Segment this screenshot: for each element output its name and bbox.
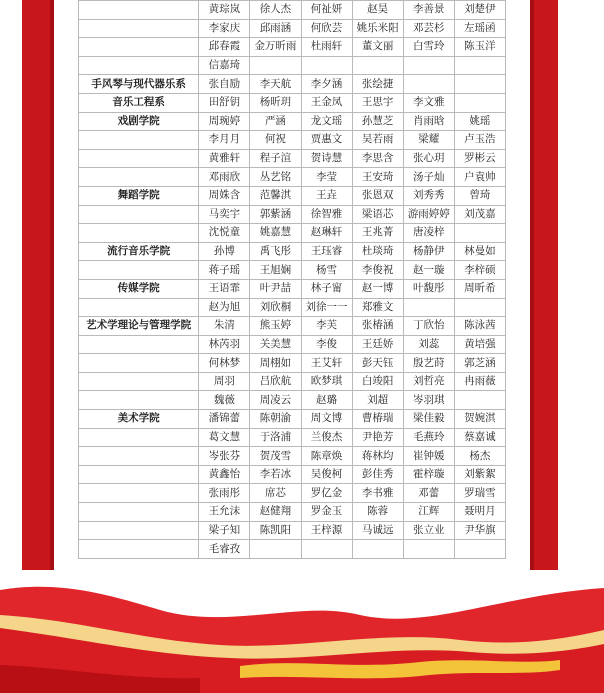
name-cell: 杜雨轩 — [301, 38, 352, 57]
name-cell: 郭芝涵 — [454, 354, 505, 373]
name-cell: 曾琦 — [454, 186, 505, 205]
name-cell: 张恩双 — [352, 186, 403, 205]
name-cell: 吕欣航 — [250, 372, 301, 391]
name-cell: 杨昕玥 — [250, 93, 301, 112]
name-cell: 周羽 — [199, 372, 250, 391]
name-cell: 彭天钰 — [352, 354, 403, 373]
name-cell: 郑雅文 — [352, 298, 403, 317]
name-cell: 梁语芯 — [352, 205, 403, 224]
name-cell: 贺诗慧 — [301, 149, 352, 168]
table-row — [79, 540, 506, 559]
name-cell: 叶馥彤 — [403, 279, 454, 298]
name-cell: 朱清 — [199, 317, 250, 336]
name-cell: 沈悦童 — [199, 224, 250, 243]
name-cell — [301, 56, 352, 75]
table-row — [79, 354, 506, 373]
name-cell: 卢玉浩 — [454, 131, 505, 150]
college-cell — [79, 465, 199, 484]
name-cell: 王兆菁 — [352, 224, 403, 243]
college-cell — [79, 261, 199, 280]
name-cell: 蒋子瑶 — [199, 261, 250, 280]
name-cell: 殷艺莳 — [403, 354, 454, 373]
name-cell: 王旭娴 — [250, 261, 301, 280]
name-cell: 崔钟媛 — [403, 447, 454, 466]
name-cell: 白雪玲 — [403, 38, 454, 57]
table-row — [79, 19, 506, 38]
table-row — [79, 261, 506, 280]
name-cell: 刘紫絮 — [454, 465, 505, 484]
name-cell: 王金凤 — [301, 93, 352, 112]
name-cell: 张心玥 — [403, 149, 454, 168]
name-cell: 姚嘉慧 — [250, 224, 301, 243]
name-cell: 吴俊柯 — [301, 465, 352, 484]
name-cell — [454, 391, 505, 410]
name-cell: 罗瑞雪 — [454, 484, 505, 503]
name-cell: 刘秀秀 — [403, 186, 454, 205]
roster-table-body — [79, 1, 506, 559]
name-cell: 李天航 — [250, 75, 301, 94]
name-cell: 尹华旗 — [454, 521, 505, 540]
name-cell: 蒋林均 — [352, 447, 403, 466]
table-row — [79, 372, 506, 391]
name-cell: 丛艺铭 — [250, 168, 301, 187]
name-cell: 刘蕊 — [403, 335, 454, 354]
name-cell: 赵健翔 — [250, 503, 301, 522]
college-cell — [79, 428, 199, 447]
name-cell: 黄雅轩 — [199, 149, 250, 168]
name-cell: 汤子灿 — [403, 168, 454, 187]
table-row — [79, 56, 506, 75]
college-cell: 传媒学院 — [79, 279, 199, 298]
name-cell: 关美慧 — [250, 335, 301, 354]
name-cell: 唐凌梓 — [403, 224, 454, 243]
name-cell: 尹艳芳 — [352, 428, 403, 447]
name-cell: 王允沫 — [199, 503, 250, 522]
name-cell: 杨雪 — [301, 261, 352, 280]
college-cell — [79, 335, 199, 354]
name-cell: 徐智雅 — [301, 205, 352, 224]
table-row — [79, 75, 506, 94]
roster-table — [78, 0, 506, 559]
table-row — [79, 465, 506, 484]
name-cell: 刘欣桐 — [250, 298, 301, 317]
name-cell: 周凌云 — [250, 391, 301, 410]
college-cell — [79, 1, 199, 20]
table-row — [79, 447, 506, 466]
name-cell: 姚瑶 — [454, 112, 505, 131]
table-row — [79, 279, 506, 298]
name-cell: 李家庆 — [199, 19, 250, 38]
name-cell: 何林梦 — [199, 354, 250, 373]
name-cell: 张雨彤 — [199, 484, 250, 503]
table-row — [79, 131, 506, 150]
name-cell: 熊玉婷 — [250, 317, 301, 336]
name-cell: 王珏睿 — [301, 242, 352, 261]
name-cell: 周琬婷 — [199, 112, 250, 131]
name-cell: 吴若雨 — [352, 131, 403, 150]
name-cell — [403, 540, 454, 559]
table-row — [79, 317, 506, 336]
table-row — [79, 149, 506, 168]
name-cell: 孙慧芝 — [352, 112, 403, 131]
college-cell: 音乐工程系 — [79, 93, 199, 112]
name-cell: 徐人杰 — [250, 1, 301, 20]
name-cell: 陈玉洋 — [454, 38, 505, 57]
name-cell: 严涵 — [250, 112, 301, 131]
name-cell: 魏薇 — [199, 391, 250, 410]
name-cell: 田舒钥 — [199, 93, 250, 112]
name-cell: 贾惠文 — [301, 131, 352, 150]
college-cell — [79, 149, 199, 168]
name-cell — [454, 224, 505, 243]
name-cell: 陈凯阳 — [250, 521, 301, 540]
name-cell: 梁耀 — [403, 131, 454, 150]
college-cell — [79, 391, 199, 410]
table-row — [79, 224, 506, 243]
name-cell: 邓雨欣 — [199, 168, 250, 187]
name-cell: 李思含 — [352, 149, 403, 168]
name-cell: 潘锦蕾 — [199, 410, 250, 429]
name-cell: 李文雅 — [403, 93, 454, 112]
name-cell: 李书雅 — [352, 484, 403, 503]
table-row — [79, 521, 506, 540]
college-cell — [79, 354, 199, 373]
table-row — [79, 298, 506, 317]
name-cell: 张绘捷 — [352, 75, 403, 94]
college-cell — [79, 38, 199, 57]
college-cell — [79, 447, 199, 466]
name-cell: 罗亿金 — [301, 484, 352, 503]
name-cell: 白竣阳 — [352, 372, 403, 391]
name-cell: 游雨婷婷 — [403, 205, 454, 224]
name-cell: 周昕希 — [454, 279, 505, 298]
college-cell — [79, 540, 199, 559]
table-row — [79, 93, 506, 112]
name-cell: 王语霏 — [199, 279, 250, 298]
name-cell — [403, 56, 454, 75]
name-cell: 欧梦琪 — [301, 372, 352, 391]
name-cell: 范馨淇 — [250, 186, 301, 205]
name-cell: 邓芸杉 — [403, 19, 454, 38]
college-cell — [79, 298, 199, 317]
name-cell: 林子甯 — [301, 279, 352, 298]
name-cell: 王垚 — [301, 186, 352, 205]
name-cell — [301, 540, 352, 559]
name-cell: 霍梓璇 — [403, 465, 454, 484]
college-cell: 艺术学理论与管理学院 — [79, 317, 199, 336]
name-cell: 何祝 — [250, 131, 301, 150]
name-cell: 蔡嘉诚 — [454, 428, 505, 447]
name-cell: 赵璐 — [301, 391, 352, 410]
name-cell: 杜琰琦 — [352, 242, 403, 261]
college-cell: 戏剧学院 — [79, 112, 199, 131]
name-cell: 岑羽琪 — [403, 391, 454, 410]
college-cell: 手风琴与现代器乐系 — [79, 75, 199, 94]
name-cell: 刘超 — [352, 391, 403, 410]
name-cell: 贺婉淇 — [454, 410, 505, 429]
name-cell: 林曼如 — [454, 242, 505, 261]
college-cell — [79, 224, 199, 243]
name-cell: 李俊祝 — [352, 261, 403, 280]
name-cell: 邓蕾 — [403, 484, 454, 503]
name-cell: 贺茂雪 — [250, 447, 301, 466]
college-cell: 美术学院 — [79, 410, 199, 429]
name-cell: 刘茂嘉 — [454, 205, 505, 224]
table-row — [79, 1, 506, 20]
name-cell: 罗金玉 — [301, 503, 352, 522]
name-cell — [352, 56, 403, 75]
name-cell — [250, 56, 301, 75]
name-cell: 彭佳秀 — [352, 465, 403, 484]
name-cell: 周文博 — [301, 410, 352, 429]
name-cell: 李夕涵 — [301, 75, 352, 94]
table-row — [79, 335, 506, 354]
name-cell — [454, 540, 505, 559]
name-cell: 梁佳毅 — [403, 410, 454, 429]
table-row — [79, 205, 506, 224]
table-row — [79, 410, 506, 429]
name-cell: 陈章焕 — [301, 447, 352, 466]
table-row — [79, 112, 506, 131]
name-cell: 龙文瑶 — [301, 112, 352, 131]
name-cell: 张自励 — [199, 75, 250, 94]
name-cell: 王安琦 — [352, 168, 403, 187]
name-cell: 何欣芸 — [301, 19, 352, 38]
name-cell: 李莹 — [301, 168, 352, 187]
name-cell: 姚乐米阳 — [352, 19, 403, 38]
name-cell — [454, 298, 505, 317]
table-row — [79, 186, 506, 205]
name-cell: 梁子知 — [199, 521, 250, 540]
name-cell: 杨杰 — [454, 447, 505, 466]
name-cell: 周姝含 — [199, 186, 250, 205]
name-cell: 冉雨薇 — [454, 372, 505, 391]
name-cell: 邱春霞 — [199, 38, 250, 57]
college-cell — [79, 521, 199, 540]
name-cell — [454, 56, 505, 75]
name-cell: 叶尹喆 — [250, 279, 301, 298]
table-row — [79, 242, 506, 261]
name-cell: 黄培强 — [454, 335, 505, 354]
name-cell: 肖雨晗 — [403, 112, 454, 131]
name-cell: 李俊 — [301, 335, 352, 354]
table-row — [79, 484, 506, 503]
name-cell: 于洛浦 — [250, 428, 301, 447]
name-cell — [352, 540, 403, 559]
college-cell — [79, 372, 199, 391]
college-cell — [79, 56, 199, 75]
name-cell: 赵为旭 — [199, 298, 250, 317]
name-cell — [403, 75, 454, 94]
college-cell — [79, 484, 199, 503]
name-cell: 丁欣怡 — [403, 317, 454, 336]
name-cell: 王梓源 — [301, 521, 352, 540]
college-cell — [79, 205, 199, 224]
name-cell: 郭紫涵 — [250, 205, 301, 224]
college-cell: 流行音乐学院 — [79, 242, 199, 261]
college-cell — [79, 19, 199, 38]
name-cell: 江辉 — [403, 503, 454, 522]
name-cell: 罗彬云 — [454, 149, 505, 168]
table-row — [79, 38, 506, 57]
name-cell: 毛睿孜 — [199, 540, 250, 559]
name-cell: 禹飞彤 — [250, 242, 301, 261]
name-cell: 葛文慧 — [199, 428, 250, 447]
name-cell: 马奕宇 — [199, 205, 250, 224]
name-cell: 陈朝渝 — [250, 410, 301, 429]
college-cell: 舞蹈学院 — [79, 186, 199, 205]
decorative-bottom-wave — [0, 570, 604, 693]
name-cell: 陈蓉 — [352, 503, 403, 522]
name-cell: 王艾轩 — [301, 354, 352, 373]
name-cell: 李若冰 — [250, 465, 301, 484]
name-cell: 张立业 — [403, 521, 454, 540]
name-cell: 周栩如 — [250, 354, 301, 373]
name-cell: 赵一璇 — [403, 261, 454, 280]
name-cell: 林芮羽 — [199, 335, 250, 354]
college-cell — [79, 168, 199, 187]
table-row — [79, 168, 506, 187]
name-cell: 信嘉琦 — [199, 56, 250, 75]
name-cell: 张椿涵 — [352, 317, 403, 336]
name-cell: 刘楚伊 — [454, 1, 505, 20]
name-cell: 孙博 — [199, 242, 250, 261]
name-cell: 马诚远 — [352, 521, 403, 540]
name-cell: 陈泳茜 — [454, 317, 505, 336]
name-cell: 黄琮岚 — [199, 1, 250, 20]
name-cell: 杨静伊 — [403, 242, 454, 261]
name-cell: 董文丽 — [352, 38, 403, 57]
name-cell: 邱雨涵 — [250, 19, 301, 38]
name-cell: 王廷娇 — [352, 335, 403, 354]
name-cell: 何祉妍 — [301, 1, 352, 20]
name-cell: 赵琳轩 — [301, 224, 352, 243]
name-cell: 兰俊杰 — [301, 428, 352, 447]
name-cell: 赵昊 — [352, 1, 403, 20]
name-cell: 刘哲亮 — [403, 372, 454, 391]
name-cell — [454, 93, 505, 112]
table-row — [79, 503, 506, 522]
name-cell: 户袁帅 — [454, 168, 505, 187]
name-cell — [250, 540, 301, 559]
table-row — [79, 428, 506, 447]
name-cell: 李善景 — [403, 1, 454, 20]
name-cell: 赵一博 — [352, 279, 403, 298]
table-row — [79, 391, 506, 410]
college-cell — [79, 503, 199, 522]
name-cell: 李月月 — [199, 131, 250, 150]
name-cell: 金万昕雨 — [250, 38, 301, 57]
name-cell: 李梓硕 — [454, 261, 505, 280]
name-cell: 席芯 — [250, 484, 301, 503]
name-cell: 李芙 — [301, 317, 352, 336]
name-cell: 岑张芬 — [199, 447, 250, 466]
name-cell: 左瑶函 — [454, 19, 505, 38]
name-cell: 黄鑫怡 — [199, 465, 250, 484]
name-cell: 毛燕玲 — [403, 428, 454, 447]
name-cell — [403, 298, 454, 317]
name-cell: 曹椿瑞 — [352, 410, 403, 429]
name-cell — [454, 75, 505, 94]
college-cell — [79, 131, 199, 150]
name-cell: 刘徐一一 — [301, 298, 352, 317]
name-cell: 王思宇 — [352, 93, 403, 112]
name-cell: 聂明月 — [454, 503, 505, 522]
name-cell: 程子渲 — [250, 149, 301, 168]
